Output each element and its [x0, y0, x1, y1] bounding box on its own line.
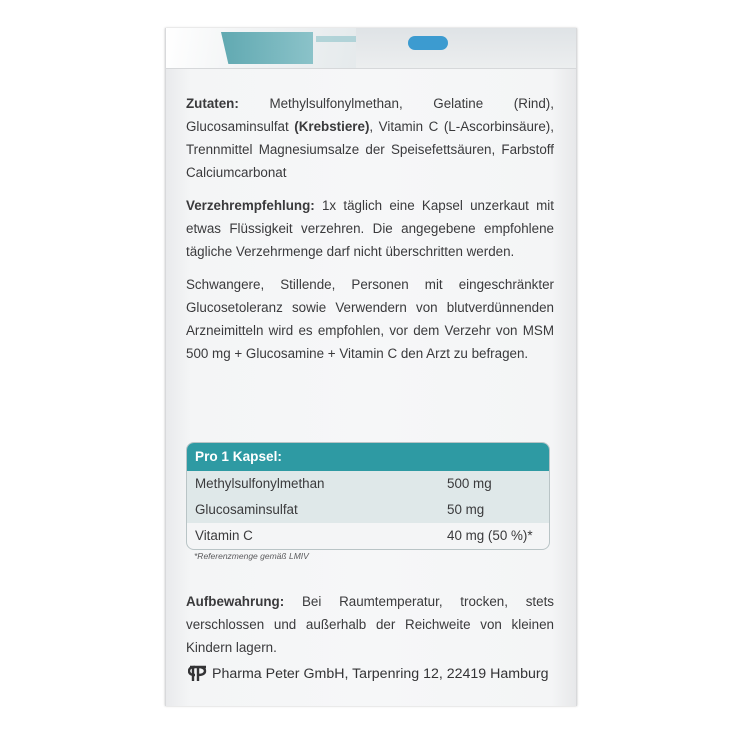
recommendation-paragraph	[186, 194, 554, 263]
table-cell-name: Methylsulfonylmethan	[195, 476, 325, 491]
nutrition-table-header: Pro 1 Kapsel:	[187, 443, 549, 471]
table-row	[187, 471, 549, 497]
ingredients-text-1: Methylsulfonylmethan, Gelatine (Rind), Glucosaminsulfat	[186, 96, 554, 134]
company-address: Pharma Peter GmbH, Tarpenring 12, 22419 Hamburg	[212, 666, 549, 682]
warning-paragraph: Schwangere, Stillende, Personen mit eingeschränkter Glucosetoleranz sowie Verwendern von blutverdünnenden Arzneimitteln wird es empfohlen, vor dem Verzehr von MSM 500 mg + Glucosamine + Vitamin C den Arzt zu befragen.	[186, 277, 554, 361]
ingredients-paragraph	[186, 92, 554, 184]
table-cell-name: Glucosaminsulfat	[195, 502, 298, 517]
ingredients-text-2: , Vitamin C (L-Ascorbinsäure), Trennmittel Magnesiumsalze der Speisefettsäuren, Farbstoff Calciumcarbonat	[186, 119, 554, 180]
company-line	[188, 662, 548, 686]
table-row	[187, 497, 549, 523]
recommendation-heading: Verzehrempfehlung:	[186, 198, 315, 213]
allergen-text: (Krebstiere)	[294, 119, 370, 134]
storage-paragraph	[186, 590, 554, 659]
table-row	[187, 523, 549, 549]
recommendation-text: 1x täglich eine Kapsel unzerkaut mit etwas Flüssigkeit verzehren. Die angegebene empfohlene tägliche Verzehrmenge darf nicht überschritten werden.	[186, 198, 554, 259]
nutrition-table	[186, 442, 550, 550]
storage-text: Bei Raumtemperatur, trocken, stets verschlossen und außerhalb der Reichweite von kleinen Kindern lagern.	[186, 594, 554, 655]
top-graphic	[221, 32, 313, 64]
table-cell-name: Vitamin C	[195, 528, 253, 543]
storage-heading: Aufbewahrung:	[186, 594, 285, 609]
ingredients-heading: Zutaten:	[186, 96, 239, 111]
box-top-edge	[166, 28, 576, 69]
label-content	[186, 92, 554, 375]
table-cell-value: 40 mg (50 %)*	[447, 528, 533, 543]
pharma-peter-logo-icon	[188, 665, 208, 683]
table-cell-value: 50 mg	[447, 502, 485, 517]
table-cell-value: 500 mg	[447, 476, 492, 491]
top-graphic-bar	[316, 36, 356, 42]
top-badge	[408, 36, 448, 50]
table-footnote: *Referenzmenge gemäß LMIV	[194, 551, 309, 561]
product-box-side	[165, 28, 577, 706]
